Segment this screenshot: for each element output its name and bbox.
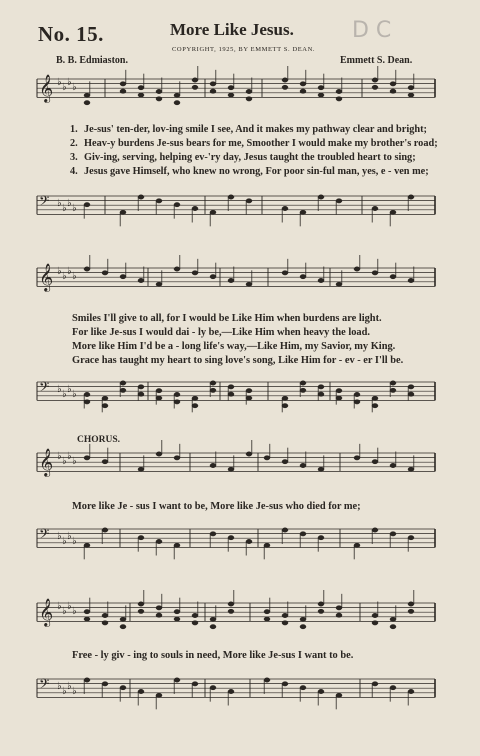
note-head [408,392,414,396]
note-head [354,392,360,396]
verse-continuation-2: For like Je-sus I would dai - ly be,—Like Him when heavy the load. [72,327,370,338]
note-head [84,543,90,547]
flat-sign: ♭ [72,536,77,547]
note-head [174,100,180,104]
note-head [246,539,252,543]
note-head [120,82,126,86]
note-head [390,388,396,392]
note-head [408,602,414,606]
note-head [390,82,396,86]
note-head [390,463,396,467]
note-head [102,396,108,400]
flat-sign: ♭ [67,198,72,209]
note-head [282,85,288,89]
note-head [228,602,234,606]
note-head [282,682,288,686]
note-head [174,609,180,613]
note-head [120,685,126,689]
note-head [390,274,396,278]
note-head [102,682,108,686]
verse-continuation-3: More like Him I'd be a - long life's way,—Like Him, my Savior, my King. [72,341,396,352]
note-head [156,539,162,543]
note-head [336,606,342,610]
note-head [138,278,144,282]
note-head [408,689,414,693]
note-head [246,452,252,456]
note-head [138,392,144,396]
note-head [354,267,360,271]
note-head [210,381,216,385]
note-head [372,528,378,532]
note-head [318,602,324,606]
note-head [192,78,198,82]
note-head [120,274,126,278]
note-head [156,282,162,286]
note-head [174,392,180,396]
note-head [354,456,360,460]
chorus-label: CHORUS. [77,435,121,445]
note-head [210,532,216,536]
note-head [282,78,288,82]
note-head [156,97,162,101]
flat-sign: ♭ [67,531,72,542]
note-head [282,396,288,400]
treble-clef: 𝄞 [39,74,54,102]
note-head [156,396,162,400]
bass-clef: 𝄢 [39,193,50,212]
note-head [210,210,216,214]
note-head [174,617,180,621]
bass-clef: 𝄢 [39,526,50,545]
note-head [408,85,414,89]
note-head [372,613,378,617]
note-head [336,282,342,286]
lyricist-credit: B. B. Edmiaston. [56,55,128,66]
note-head [174,202,180,206]
note-head [246,388,252,392]
flat-sign: ♭ [67,384,72,395]
note-head [300,89,306,93]
note-head [156,693,162,697]
note-head [336,613,342,617]
note-head [390,624,396,628]
flat-sign: ♭ [67,601,72,612]
note-head [408,467,414,471]
note-head [192,271,198,275]
note-head [210,82,216,86]
note-head [156,388,162,392]
note-head [84,609,90,613]
chorus-lyric-1: More like Je - sus I want to be, More like Je-sus who died for me; [72,501,361,512]
note-head [336,97,342,101]
note-head [318,278,324,282]
bass-clef: 𝄢 [39,379,50,398]
note-head [210,89,216,93]
note-head [210,463,216,467]
note-head [318,392,324,396]
flat-sign: ♭ [62,271,67,282]
note-head [156,606,162,610]
note-head [228,85,234,89]
note-head [102,271,108,275]
note-head [84,617,90,621]
note-head [408,195,414,199]
note-head [390,89,396,93]
note-head [318,93,324,97]
note-head [318,195,324,199]
note-head [228,392,234,396]
flat-sign: ♭ [57,601,62,612]
note-head [372,621,378,625]
note-head [174,678,180,682]
note-head [192,396,198,400]
flat-sign: ♭ [72,82,77,93]
flat-sign: ♭ [57,531,62,542]
note-head [282,613,288,617]
note-head [102,528,108,532]
note-head [390,532,396,536]
note-head [210,274,216,278]
flat-sign: ♭ [72,456,77,467]
note-head [300,532,306,536]
note-head [174,400,180,404]
note-head [228,535,234,539]
note-head [246,97,252,101]
note-head [408,93,414,97]
note-head [192,85,198,89]
note-head [156,613,162,617]
note-head [246,89,252,93]
note-head [300,82,306,86]
composer-credit: Emmett S. Dean. [340,55,413,66]
note-head [192,682,198,686]
flat-sign: ♭ [57,198,62,209]
chorus-lyric-2: Free - ly giv - ing to souls in need, More like Je-sus I want to be. [72,650,354,661]
note-head [372,459,378,463]
note-head [300,210,306,214]
note-head [120,388,126,392]
note-head [318,609,324,613]
hymn-title: More Like Jesus. [170,20,294,39]
note-head [138,602,144,606]
flat-sign: ♭ [62,456,67,467]
note-head [354,543,360,547]
note-head [318,535,324,539]
hymn-number: No. 15. [38,22,104,46]
note-head [264,543,270,547]
flat-sign: ♭ [57,266,62,277]
note-head [300,463,306,467]
treble-clef: 𝄞 [39,448,54,476]
note-head [228,609,234,613]
note-head [192,621,198,625]
note-head [264,609,270,613]
note-head [336,693,342,697]
note-head [156,452,162,456]
note-head [282,621,288,625]
note-head [228,93,234,97]
note-head [300,274,306,278]
note-head [372,78,378,82]
note-head [102,403,108,407]
note-head [336,396,342,400]
note-head [84,392,90,396]
pencil-annotation: D C [352,18,392,43]
note-head [120,89,126,93]
flat-sign: ♭ [62,203,67,214]
note-head [300,388,306,392]
note-head [192,613,198,617]
note-head [372,206,378,210]
note-head [138,85,144,89]
note-head [138,535,144,539]
note-head [408,535,414,539]
note-head [228,385,234,389]
note-head [264,617,270,621]
flat-sign: ♭ [62,82,67,93]
note-head [264,678,270,682]
flat-sign: ♭ [67,681,72,692]
note-head [390,617,396,621]
note-head [390,381,396,385]
note-head [102,613,108,617]
note-head [282,206,288,210]
note-head [300,617,306,621]
verse-continuation-4: Grace has taught my heart to sing love's song, Like Him for - ev - er I'll be. [72,355,404,366]
note-head [300,624,306,628]
verse-line-4: 4. Jesus gave Himself, who knew no wrong, For poor sin-ful man, yes, e - ven me; [70,166,429,177]
note-head [318,85,324,89]
note-head [210,685,216,689]
flat-sign: ♭ [62,686,67,697]
flat-sign: ♭ [62,606,67,617]
note-head [246,396,252,400]
verse-line-2: 2. Heav-y burdens Je-sus bears for me, Smoother I would make my brother's road; [70,138,438,149]
note-head [210,388,216,392]
note-head [84,202,90,206]
note-head [120,210,126,214]
note-head [372,682,378,686]
flat-sign: ♭ [57,451,62,462]
note-head [192,206,198,210]
note-head [156,199,162,203]
note-head [228,278,234,282]
flat-sign: ♭ [67,77,72,88]
note-head [84,93,90,97]
note-head [138,195,144,199]
note-head [84,400,90,404]
note-head [120,381,126,385]
note-head [408,278,414,282]
note-head [84,456,90,460]
note-head [120,617,126,621]
note-head [318,467,324,471]
note-head [228,467,234,471]
note-head [174,93,180,97]
note-head [246,199,252,203]
note-head [84,678,90,682]
note-head [264,456,270,460]
treble-clef: 𝄞 [39,598,54,626]
note-head [372,85,378,89]
note-head [300,685,306,689]
note-head [138,385,144,389]
flat-sign: ♭ [62,389,67,400]
note-head [282,459,288,463]
verse-line-3: 3. Giv-ing, serving, helping ev-'ry day, Jesus taught the troubled heart to sing; [70,152,416,163]
note-head [102,459,108,463]
verse-line-1: 1. Je-sus' ten-der, lov-ing smile I see, And it makes my pathway clear and bright; [70,124,427,135]
flat-sign: ♭ [62,536,67,547]
note-head [210,617,216,621]
note-head [336,388,342,392]
note-head [282,403,288,407]
note-head [102,621,108,625]
note-head [84,267,90,271]
note-head [138,689,144,693]
copyright-notice: COPYRIGHT, 1925, BY EMMETT S. DEAN. [172,46,316,53]
flat-sign: ♭ [57,681,62,692]
flat-sign: ♭ [57,384,62,395]
flat-sign: ♭ [67,451,72,462]
flat-sign: ♭ [72,686,77,697]
note-head [228,689,234,693]
note-head [174,543,180,547]
note-head [336,199,342,203]
flat-sign: ♭ [72,203,77,214]
flat-sign: ♭ [67,266,72,277]
note-head [318,689,324,693]
note-head [84,100,90,104]
note-head [390,685,396,689]
note-head [336,89,342,93]
note-head [372,403,378,407]
note-head [138,609,144,613]
note-head [372,271,378,275]
note-head [174,456,180,460]
note-head [318,385,324,389]
note-head [138,93,144,97]
note-head [408,385,414,389]
note-head [354,400,360,404]
note-head [408,609,414,613]
note-head [156,89,162,93]
note-head [174,267,180,271]
note-head [138,467,144,471]
flat-sign: ♭ [72,389,77,400]
note-head [282,271,288,275]
note-head [192,403,198,407]
note-head [372,396,378,400]
note-head [300,381,306,385]
flat-sign: ♭ [72,271,77,282]
note-head [282,528,288,532]
note-head [210,624,216,628]
flat-sign: ♭ [57,77,62,88]
bass-clef: 𝄢 [39,676,50,695]
note-head [246,282,252,286]
treble-clef: 𝄞 [39,263,54,291]
verse-continuation-1: Smiles I'll give to all, for I would be Like Him when burdens are light. [72,313,382,324]
note-head [120,624,126,628]
note-head [390,210,396,214]
note-head [228,195,234,199]
flat-sign: ♭ [72,606,77,617]
